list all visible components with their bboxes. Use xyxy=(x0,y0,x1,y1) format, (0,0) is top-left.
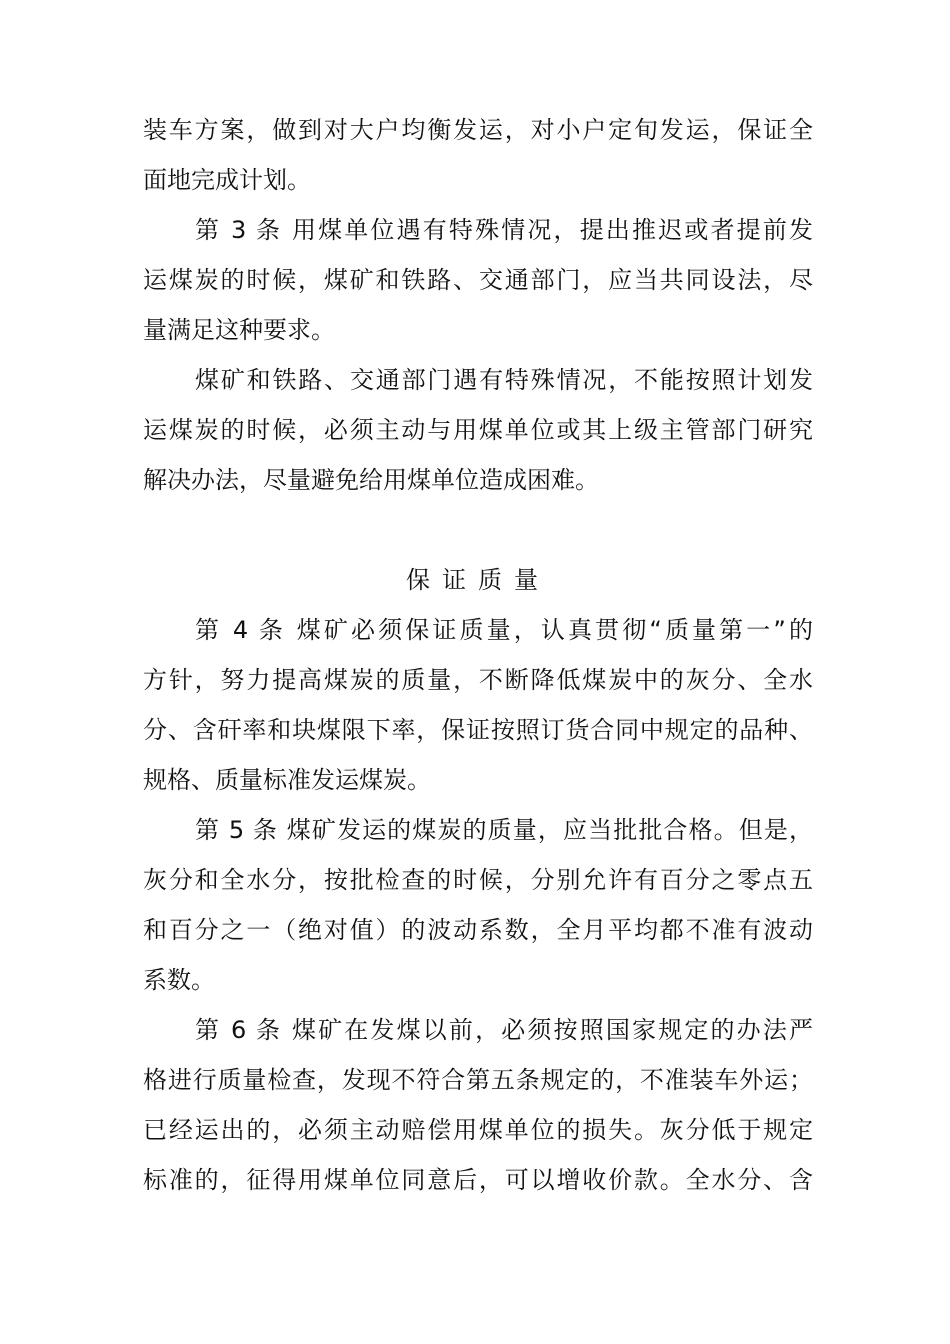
text-line: 已经运出的，必须主动赔偿用煤单位的损失。灰分低于规定 xyxy=(143,1116,813,1144)
article-5-first-line: 第 5 条 煤矿发运的煤炭的质量，应当批批合格。但是， xyxy=(195,816,813,844)
text-line: 格进行质量检查，发现不符合第五条规定的，不准装车外运； xyxy=(143,1066,813,1094)
text-line: 装车方案，做到对大户均衡发运，对小户定旬发运，保证全 xyxy=(143,116,813,144)
text-line: 解决办法，尽量避免给用煤单位造成困难。 xyxy=(143,466,599,494)
text-line: 方针，努力提高煤炭的质量，不断降低煤炭中的灰分、全水 xyxy=(143,666,813,694)
article-3-first-line: 第 3 条 用煤单位遇有特殊情况，提出推迟或者提前发 xyxy=(195,216,813,244)
text-line: 系数。 xyxy=(143,966,215,994)
text-line: 规格、质量标准发运煤炭。 xyxy=(143,766,431,794)
text-line: 分、含矸率和块煤限下率，保证按照订货合同中规定的品种、 xyxy=(143,716,813,744)
text-line: 运煤炭的时候，煤矿和铁路、交通部门，应当共同设法，尽 xyxy=(143,266,813,294)
paragraph-first-line: 煤矿和铁路、交通部门遇有特殊情况，不能按照计划发 xyxy=(195,366,813,394)
text-line: 运煤炭的时候，必须主动与用煤单位或其上级主管部门研究 xyxy=(143,416,813,444)
text-line: 灰分和全水分，按批检查的时候，分别允许有百分之零点五 xyxy=(143,866,813,894)
article-4-first-line: 第 4 条 煤矿必须保证质量，认真贯彻“质量第一”的 xyxy=(195,616,813,644)
text-line: 标准的，征得用煤单位同意后，可以增收价款。全水分、含 xyxy=(143,1166,813,1194)
article-6-first-line: 第 6 条 煤矿在发煤以前，必须按照国家规定的办法严 xyxy=(195,1016,813,1044)
text-line: 面地完成计划。 xyxy=(143,166,311,194)
text-line: 量满足这种要求。 xyxy=(143,316,335,344)
section-heading: 保证质量 xyxy=(406,566,550,594)
text-line: 和百分之一（绝对值）的波动系数，全月平均都不准有波动 xyxy=(143,916,813,944)
